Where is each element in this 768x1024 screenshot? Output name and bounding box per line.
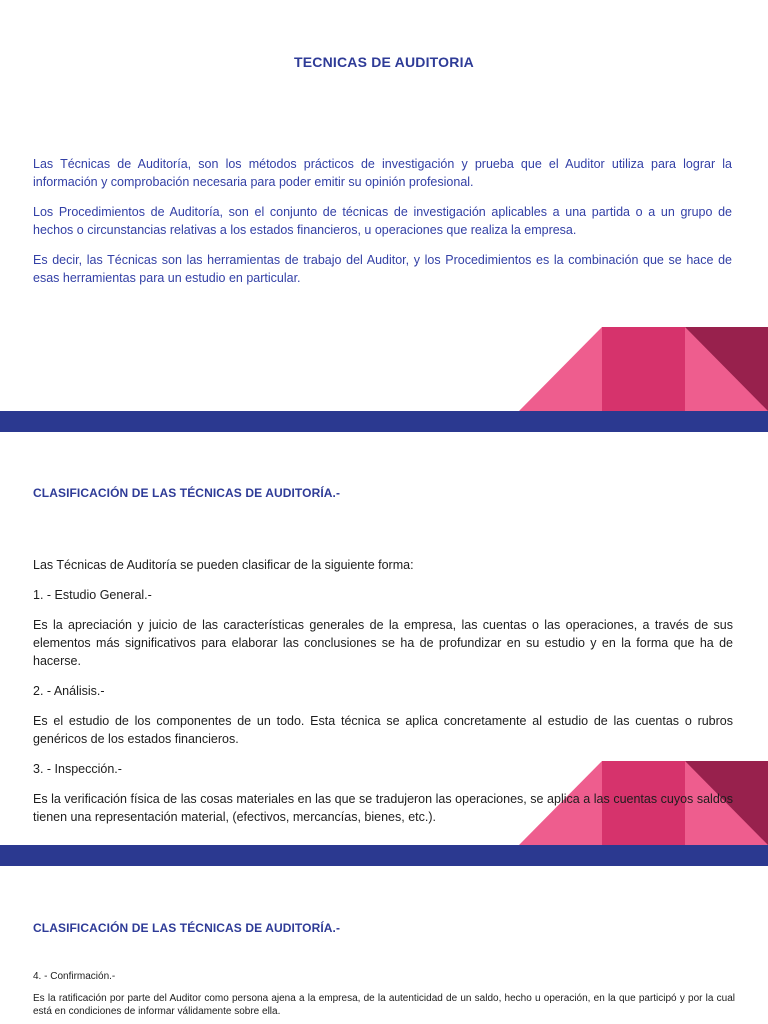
item-heading: 4. - Confirmación.- [33,971,116,982]
item-heading: 2. - Análisis.- [33,684,105,698]
classification-list [33,970,735,1024]
slide-title: TECNICAS DE AUDITORIA [294,54,474,70]
footer-bar [0,845,768,866]
classification-intro: Las Técnicas de Auditoría se pueden clasificar de la siguiente forma: [33,558,414,572]
slide-3 [0,866,768,1024]
paragraph-procedures: Los Procedimientos de Auditoría, son el conjunto de técnicas de investigación aplicables a una partida o a un grupo de hechos o circunstancias relativas a los estados financieros, u operaciones que realiza la empresa. [33,205,732,237]
section-title: CLASIFICACIÓN DE LAS TÉCNICAS DE AUDITORÍA.- [33,486,341,500]
footer-bar [0,411,768,432]
item-heading: 3. - Inspección.- [33,762,122,776]
item-text: Es la apreciación y juicio de las características generales de la empresa, las cuentas o las operaciones, a través de sus elementos más significativos para elaborar las conclusiones se ha de profundizar en su estudio y en la forma que ha de hacerse. [33,618,733,668]
item-heading: 1. - Estudio General.- [33,588,152,602]
paragraph-techniques: Las Técnicas de Auditoría, son los métodos prácticos de investigación y prueba que el Auditor utiliza para lograr la información y comprobación necesaria para poder emitir su opinión profesional. [33,157,732,189]
classification-list [33,556,733,838]
decorative-triangles [519,327,768,411]
item-text: Es la verificación física de las cosas materiales en las que se tradujeron las operaciones, se aplica a las cuentas cuyos saldos tienen una representación material, (efectivos, mercancías, bienes, etc.). [33,792,733,824]
item-text: Es el estudio de los componentes de un todo. Esta técnica se aplica concretamente al estudio de las cuentas o rubros genéricos de los estados financieros. [33,714,733,746]
section-title: CLASIFICACIÓN DE LAS TÉCNICAS DE AUDITORÍA.- [33,921,341,935]
slide-1 [0,0,768,432]
paragraph-summary: Es decir, las Técnicas son las herramientas de trabajo del Auditor, y los Procedimientos es la combinación que se hace de esas herramientas para un estudio en particular. [33,253,732,285]
slide-2 [0,432,768,866]
item-text: Es la ratificación por parte del Auditor como persona ajena a la empresa, de la autenticidad de un saldo, hecho u operación, en la que participó y por la cual está en condiciones de informar válidamente sobre ella. [33,993,735,1017]
intro-text [33,155,732,299]
